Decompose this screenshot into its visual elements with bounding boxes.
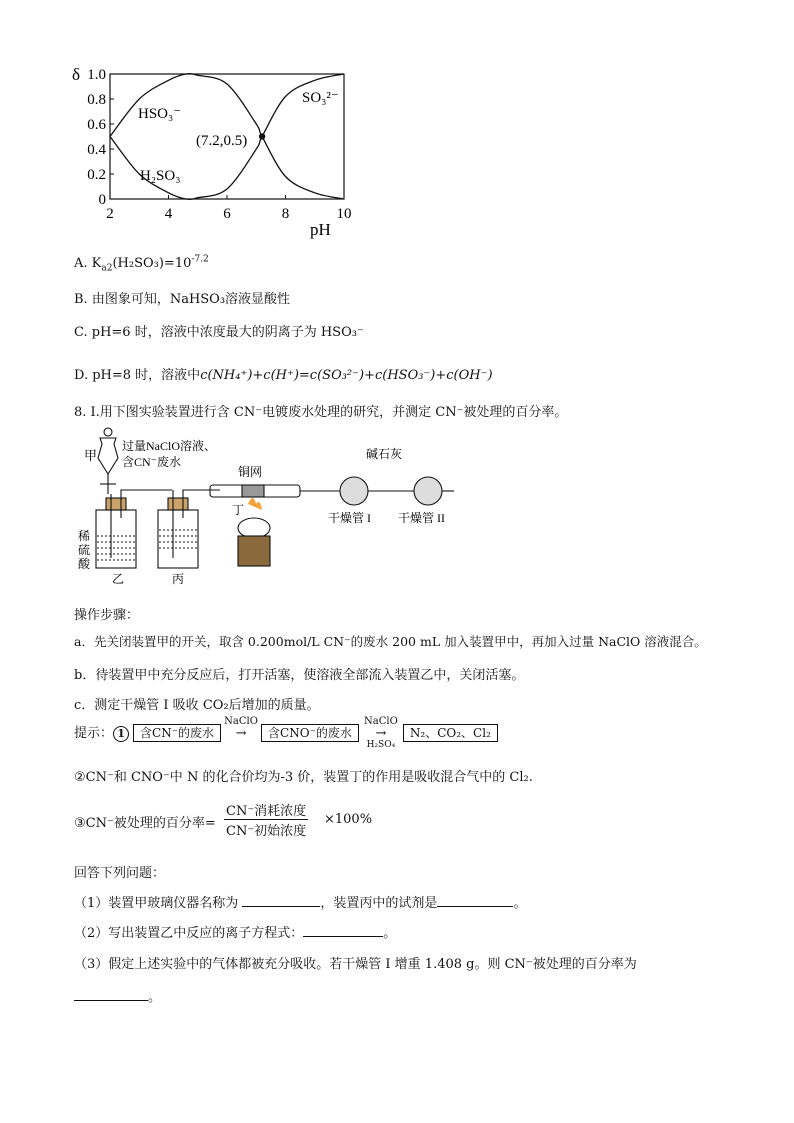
y-axis-label: δ <box>72 65 81 84</box>
y-tick-label: 0.6 <box>87 117 106 133</box>
fraction: CN⁻消耗浓度 CN⁻初始浓度 <box>224 800 308 839</box>
answer-blank-3[interactable] <box>303 924 383 937</box>
label-liu: 硫 <box>78 543 91 557</box>
question-3: （3）假定上述实验中的气体都被充分吸收。若干燥管 I 增重 1.408 g。则 CN⁻被处理的百分率为 <box>74 957 637 972</box>
separatory-funnel <box>98 428 118 494</box>
label-yi: 乙 <box>112 572 125 586</box>
hint-3-suffix: ×100% <box>324 812 373 827</box>
h2so3-label: H₂SO₃ <box>140 168 181 184</box>
question-2: （2）写出装置乙中反应的离子方程式： 。 <box>74 926 397 941</box>
x-tick-label: 10 <box>336 206 352 222</box>
answer-blank-4[interactable] <box>74 988 148 1001</box>
hint-3: ③CN⁻被处理的百分率= <box>74 816 216 831</box>
step-b: b．待装置甲中充分反应后，打开活塞，使溶液全部流入装置乙中，关闭活塞。 <box>74 668 525 683</box>
intersection-label: (7.2,0.5) <box>196 133 248 149</box>
y-tick-label: 0.4 <box>87 142 106 158</box>
drying-tubes <box>340 477 454 505</box>
answer-blank-2[interactable] <box>437 894 513 907</box>
question-1: （1）装置甲玻璃仪器名称为 ，装置丙中的试剂是 。 <box>74 896 527 911</box>
label-dry1: 干燥管 I <box>328 511 371 525</box>
so3-label: SO₃²⁻ <box>302 90 339 106</box>
x-tick-label: 2 <box>106 206 114 222</box>
bottle-yi <box>96 490 172 568</box>
intersection-point <box>259 133 265 139</box>
apparatus-diagram <box>78 418 458 590</box>
steps-title: 操作步骤： <box>74 608 140 623</box>
y-tick-label: 0 <box>98 192 106 208</box>
label-tongwang: 铜网 <box>238 465 263 479</box>
option-c: C. pH=6 时，溶液中浓度最大的阴离子为 HSO₃⁻ <box>74 325 364 340</box>
copper-mesh-tube <box>210 485 342 497</box>
label-xi: 稀 <box>78 529 91 543</box>
label-suan: 酸 <box>78 557 91 571</box>
hint-1: 提示： 1 含CN⁻的废水 NaClO → 含CNO⁻的废水 NaClO → H₂SO₄ N₂、CO₂、Cl₂ <box>74 722 498 742</box>
step-c: c．测定干燥管 I 吸收 CO₂后增加的质量。 <box>74 698 320 713</box>
distribution-chart <box>68 64 368 244</box>
question-3-end: 。 <box>74 986 161 1005</box>
label-reagent-2: 含CN⁻废水 <box>122 455 182 469</box>
x-tick-label: 4 <box>164 206 173 222</box>
question-intro: 8. Ⅰ.用下图实验装置进行含 CN⁻电镀废水处理的研究，并测定 CN⁻被处理的百分率。 <box>74 405 568 420</box>
label-bing: 丙 <box>172 572 185 586</box>
option-a: A. $K_{a2}(H_2SO_3)=10^{-7.2}$ <box>74 254 209 274</box>
y-tick-label: 1.0 <box>87 67 106 83</box>
x-axis-label: pH <box>310 220 331 239</box>
label-ding: 丁 <box>232 503 245 517</box>
option-d: D. pH=8 时，溶液中c(NH₄⁺)+c(H⁺)=c(SO₃²⁻)+c(HSO₃⁻)+c(OH⁻) <box>74 368 493 383</box>
bottle-bing <box>158 490 220 568</box>
answer-blank-1[interactable] <box>242 894 320 907</box>
y-tick-label: 0.8 <box>87 92 106 108</box>
answer-title: 回答下列问题： <box>74 866 166 881</box>
label-reagent-1: 过量NaClO溶液、 <box>122 439 216 453</box>
label-dry2: 干燥管 II <box>398 511 445 525</box>
x-tick-label: 6 <box>223 206 231 222</box>
step-a: a．先关闭装置甲的开关，取含 0.200mol/L CN⁻的废水 200 mL 加入装置甲中，再加入过量 NaClO 溶液混合。 <box>74 634 707 649</box>
x-tick-label: 8 <box>281 206 290 222</box>
hso3-label: HSO₃⁻ <box>138 106 182 122</box>
option-b: B. 由图象可知，NaHSO₃溶液显酸性 <box>74 292 291 307</box>
label-jia: 甲 <box>84 448 98 463</box>
y-tick-label: 0.2 <box>87 167 106 183</box>
hint-2: ②CN⁻和 CNO⁻中 N 的化合价均为-3 价，装置丁的作用是吸收混合气中的 Cl₂. <box>74 770 533 785</box>
label-jianshihui: 碱石灰 <box>366 447 403 461</box>
